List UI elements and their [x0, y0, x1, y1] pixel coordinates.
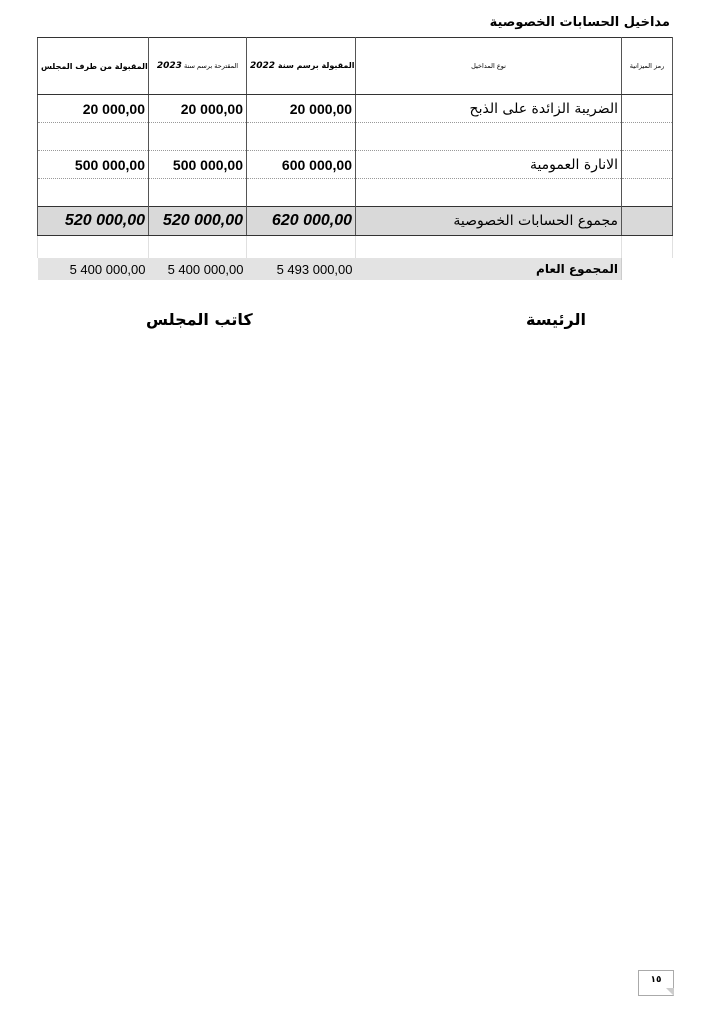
cell-proposed-2023: 500 000,00: [149, 151, 247, 179]
total-budget-code: [622, 207, 673, 236]
page-number: ١٥: [638, 970, 674, 996]
total-row: [38, 207, 673, 236]
header-council-approved: المقبولة من طرف المجلس: [38, 38, 149, 95]
empty-cell: [247, 236, 356, 259]
grand-total-row: [38, 258, 673, 280]
table-row: [38, 151, 673, 179]
cell-budget-code: [622, 151, 673, 179]
empty-cell: [38, 123, 149, 151]
grand-budget-code: [622, 258, 673, 280]
grand-approved-2022: 5 493 000,00: [247, 258, 356, 280]
cell-revenue-type: الانارة العمومية: [356, 151, 622, 179]
cell-proposed-2023: 20 000,00: [149, 95, 247, 123]
empty-cell: [149, 179, 247, 207]
cell-council-approved: 500 000,00: [38, 151, 149, 179]
empty-cell: [622, 236, 673, 259]
empty-cell: [622, 123, 673, 151]
grand-council-approved: 5 400 000,00: [38, 258, 149, 280]
empty-cell: [38, 179, 149, 207]
empty-cell: [356, 179, 622, 207]
table-row-empty: [38, 123, 673, 151]
cell-budget-code: [622, 95, 673, 123]
president-signature-label: الرئيسة: [526, 310, 586, 329]
header-proposed-label: المقترحة برسم سنة: [184, 62, 239, 70]
empty-cell: [38, 236, 149, 259]
secretary-signature-label: كاتب المجلس: [146, 310, 253, 329]
header-proposed-year: 2023: [156, 61, 182, 71]
grand-total-label: المجموع العام: [356, 258, 622, 280]
header-approved-2022: [247, 38, 356, 95]
section-title: مداخيل الحسابات الخصوصية: [489, 15, 670, 30]
total-approved-2022: 620 000,00: [247, 207, 356, 236]
empty-cell: [149, 123, 247, 151]
header-approved-year: 2022: [250, 61, 276, 71]
total-proposed-2023: 520 000,00: [149, 207, 247, 236]
table-header-row: [38, 38, 673, 95]
empty-cell: [247, 179, 356, 207]
cell-revenue-type: الضريبة الزائدة على الذبح: [356, 95, 622, 123]
empty-cell: [356, 123, 622, 151]
title-row: [37, 8, 672, 36]
table-row: [38, 95, 673, 123]
header-budget-code: رمز الميزانية: [622, 38, 673, 95]
gap-row: [38, 236, 673, 259]
empty-cell: [247, 123, 356, 151]
table-row-empty: [38, 179, 673, 207]
revenue-table: [37, 37, 673, 280]
header-proposed-2023: [149, 38, 247, 95]
header-revenue-type: نوع المداخيل: [356, 38, 622, 95]
cell-approved-2022: 600 000,00: [247, 151, 356, 179]
total-label: مجموع الحسابات الخصوصية: [356, 207, 622, 236]
header-approved-label: المقبولة برسم سنة: [277, 61, 355, 70]
grand-proposed-2023: 5 400 000,00: [149, 258, 247, 280]
cell-approved-2022: 20 000,00: [247, 95, 356, 123]
empty-cell: [149, 236, 247, 259]
empty-cell: [622, 179, 673, 207]
cell-council-approved: 20 000,00: [38, 95, 149, 123]
empty-cell: [356, 236, 622, 259]
total-council-approved: 520 000,00: [38, 207, 149, 236]
